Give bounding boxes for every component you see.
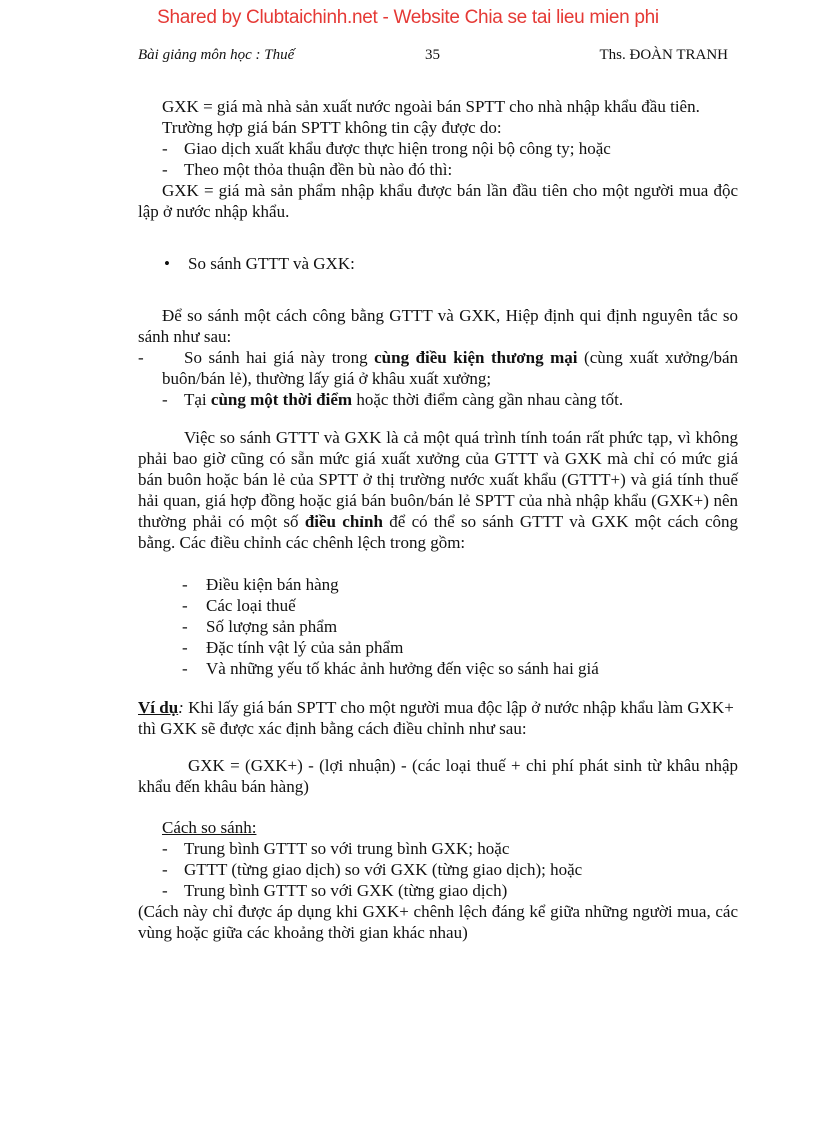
rule-emphasis: cùng một thời điểm: [210, 390, 353, 409]
dash-marker: -: [162, 839, 168, 858]
dash-marker: -: [162, 390, 168, 409]
rule-text: hoặc thời điểm càng gần nhau càng tốt.: [352, 390, 624, 409]
dash-marker: -: [162, 860, 168, 879]
list-item-text: Theo một thỏa thuận đền bù nào đó thì:: [184, 160, 453, 179]
rule-text: (cùng xuất xưởng/bán buôn/bán lẻ), thường lấy giá ở khâu xuất xưởng;: [162, 348, 738, 388]
list-item-text: Trung bình GTTT so với trung bình GXK; hoặc: [184, 839, 510, 858]
rule-trade-conditions: [138, 347, 738, 389]
methods-note: (Cách này chỉ được áp dụng khi GXK+ chênh lệch đáng kể giữa những người mua, các vùng hoặc giữa các khoảng thời gian khác nhau): [138, 902, 738, 942]
list-item: [182, 616, 738, 637]
list-item: [182, 637, 738, 658]
list-item: [138, 159, 738, 180]
paragraph-text: để có thể so sánh GTTT và GXK một cách công bằng. Các điều chỉnh các chênh lệch trong gồm:: [138, 512, 739, 552]
paragraph-unreliable-price: Trường hợp giá bán SPTT không tin cậy được do:: [162, 118, 502, 137]
rule-emphasis: cùng điều kiện thương mại: [374, 348, 578, 367]
dash-marker: -: [182, 617, 188, 636]
dash-marker: -: [182, 659, 188, 678]
example-paragraph: [138, 697, 738, 739]
dash-marker: -: [162, 160, 168, 179]
list-item: [182, 574, 738, 595]
list-item-text: Giao dịch xuất khẩu được thực hiện trong nội bộ công ty; hoặc: [184, 139, 611, 158]
list-item: [182, 658, 738, 679]
list-item-text: Số lượng sản phẩm: [206, 617, 338, 636]
bullet-text: So sánh GTTT và GXK:: [188, 254, 355, 273]
paragraph-gxk-definition: GXK = giá mà nhà sản xuất nước ngoài bán SPTT cho nhà nhập khẩu đầu tiên.: [162, 97, 700, 116]
author-name: Ths. ĐOÀN TRANH: [599, 47, 728, 63]
page-header: [138, 47, 728, 69]
bullet-heading: [164, 253, 738, 274]
list-item: [138, 859, 738, 880]
list-item: [138, 838, 738, 859]
course-title: Bài giảng môn học : Thuế: [138, 47, 295, 63]
list-item-text: Đặc tính vật lý của sản phẩm: [206, 638, 404, 657]
rule-text: Tại: [184, 390, 211, 409]
methods-title-text: Cách so sánh:: [162, 818, 257, 837]
adjustment-list: [182, 574, 738, 679]
paragraph-comparison-principle: Để so sánh một cách công bằng GTTT và GXK, Hiệp định qui định nguyên tắc so sánh như sau:: [138, 306, 738, 346]
dash-marker: -: [162, 881, 168, 900]
list-item: [138, 138, 738, 159]
rule-same-time: [138, 389, 738, 410]
document-body: [138, 96, 738, 943]
example-colon: :: [178, 698, 184, 717]
paragraph-emphasis: điều chỉnh: [304, 512, 383, 531]
page-number: 35: [425, 47, 440, 63]
dash-marker: -: [162, 139, 168, 158]
watermark: Shared by Clubtaichinh.net - Website Chia se tai lieu mien phi: [157, 7, 659, 28]
dash-marker: -: [182, 575, 188, 594]
example-label: Ví dụ: [138, 698, 179, 717]
bullet-icon: •: [164, 254, 170, 273]
list-item: [182, 595, 738, 616]
paragraph-text: Việc so sánh GTTT và GXK là cả một quá trình tính toán rất phức tạp, vì không phải bao giờ cũng có sẵn mức giá xuất xưởng của GTTT và GXK mà chỉ có mức giá bán buôn hoặc bán lẻ của SPTT ở thị trường nước xuất khẩu (GTTT+) và giá tính thuế hải quan, giá hợp đồng hoặc giá bán buôn/bán lẻ SPTT của nhà nhập khẩu (GXK+) nên thường phải có một số: [138, 428, 738, 531]
dash-marker: -: [182, 638, 188, 657]
paragraph-adjustment-explanation: [138, 427, 738, 553]
list-item: [138, 880, 738, 901]
list-item-text: Và những yếu tố khác ảnh hưởng đến việc so sánh hai giá: [206, 659, 599, 678]
list-item-text: Điều kiện bán hàng: [206, 575, 339, 594]
methods-title: [138, 817, 738, 838]
formula: GXK = (GXK+) - (lợi nhuận) - (các loại thuế + chi phí phát sinh từ khâu nhập khẩu đến khâu bán hàng): [138, 756, 738, 796]
list-item-text: Trung bình GTTT so với GXK (từng giao dịch): [184, 881, 508, 900]
dash-marker: -: [138, 348, 144, 367]
list-item-text: GTTT (từng giao dịch) so với GXK (từng giao dịch); hoặc: [184, 860, 583, 879]
example-text: Khi lấy giá bán SPTT cho một người mua độc lập ở nước nhập khẩu làm GXK+ thì GXK sẽ được xác định bằng cách điều chỉnh như sau:: [138, 698, 734, 738]
paragraph-gxk-alt-definition: GXK = giá mà sản phẩm nhập khẩu được bán lần đầu tiên cho một người mua độc lập ở nước nhập khẩu.: [138, 181, 738, 221]
rule-text: So sánh hai giá này trong: [184, 348, 375, 367]
list-item-text: Các loại thuế: [206, 596, 296, 615]
dash-marker: -: [182, 596, 188, 615]
